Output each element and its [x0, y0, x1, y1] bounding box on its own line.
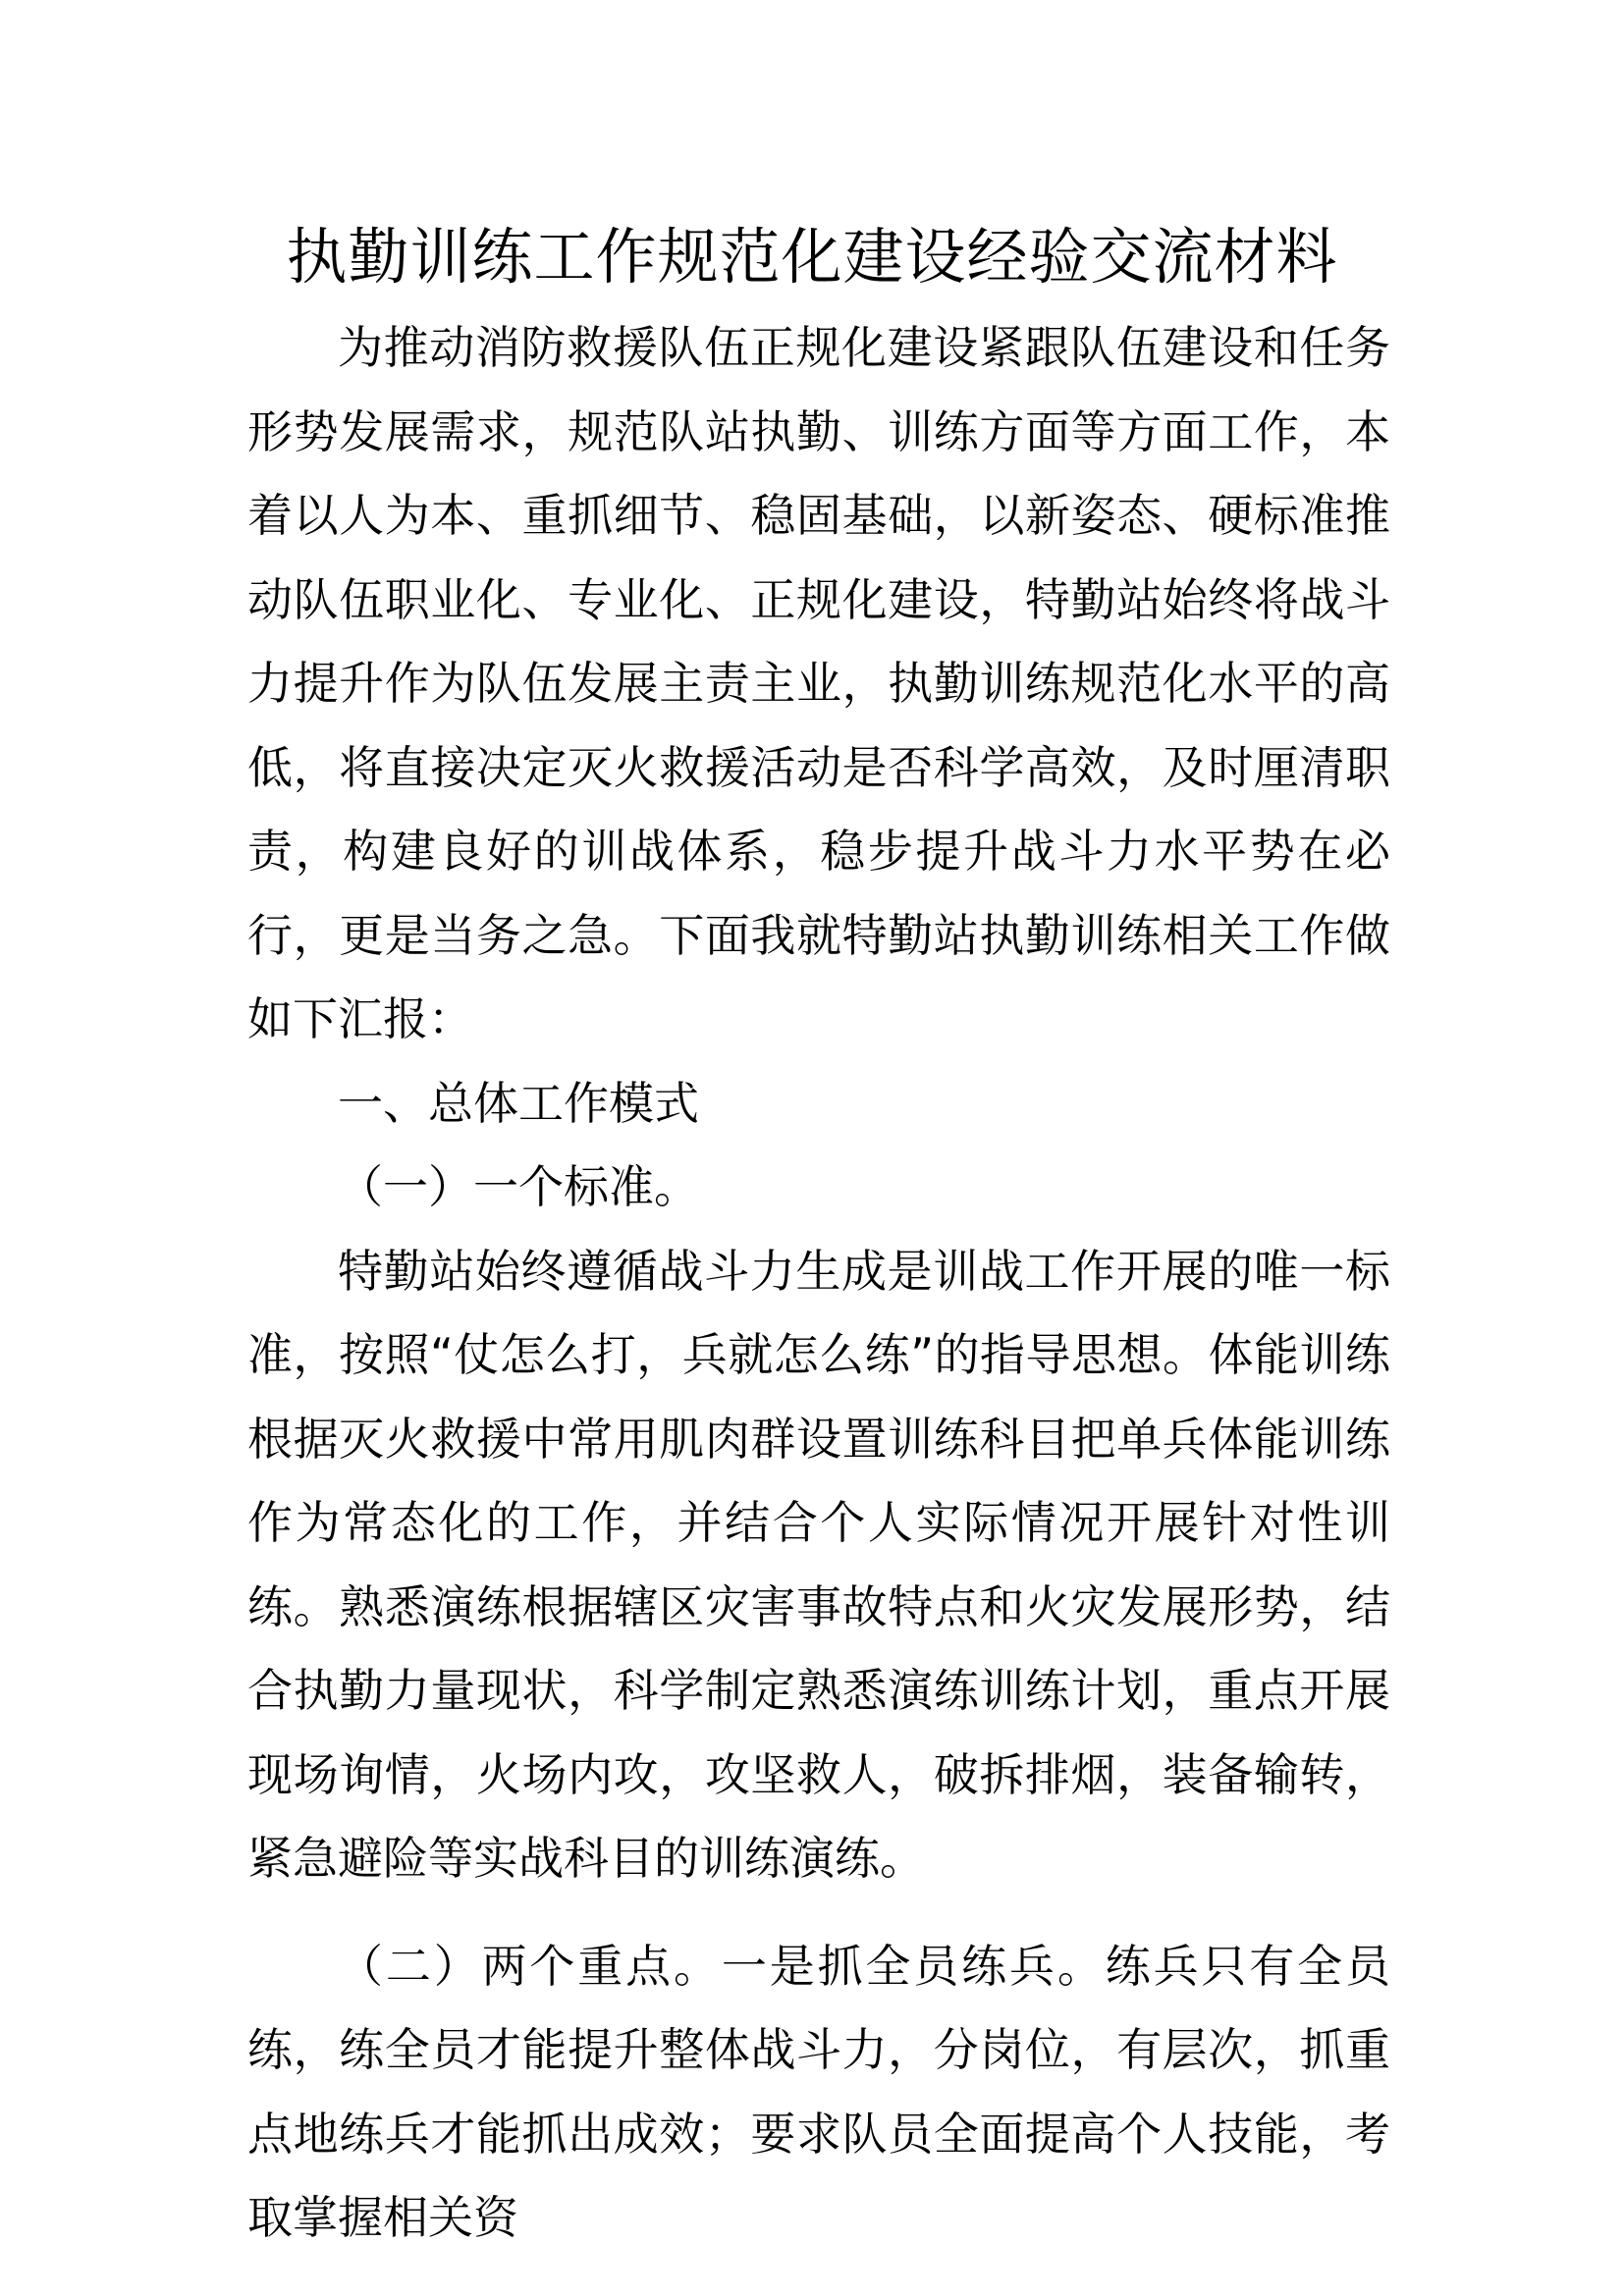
subsection-1-paragraph: 特勤站始终遵循战斗力生成是训战工作开展的唯一标准，按照“仗怎么打，兵就怎么练”的指导思想。体能训练根据灭火救援中常用肌肉群设置训练科目把单兵体能训练作为常态化的工作，并结合个人实际情况开展针对性训练。熟悉演练根据辖区灾害事故特点和火灾发展形势，结合执勤力量现状，科学制定熟悉演练训练计划，重点开展现场询情，火场内攻，攻坚救人，破拆排烟，装备输转，紧急避险等实战科目的训练演练。 [247, 1244, 1390, 1885]
section-heading-1: 一、总体工作模式 [338, 1076, 699, 1130]
document-title: 执勤训练工作规范化建设经验交流材料 [286, 221, 1338, 293]
subsection-2-paragraph: （二）两个重点。一是抓全员练兵。练兵只有全员练，练全员才能提升整体战斗力，分岗位，有层次，抓重点地练兵才能抓出成效；要求队员全面提高个人技能，考取掌握相关资 [247, 1939, 1390, 2244]
paragraph-gap [247, 1901, 1390, 1925]
intro-paragraph: 为推动消防救援队伍正规化建设紧跟队伍建设和任务形势发展需求，规范队站执勤、训练方面等方面工作，本着以人为本、重抓细节、稳固基础，以新姿态、硬标准推动队伍职业化、专业化、正规化建设，特勤站始终将战斗力提升作为队伍发展主责主业，执勤训练规范化水平的高低，将直接决定灭火救援活动是否科学高效，及时厘清职责，构建良好的训战体系，稳步提升战斗力水平势在必行，更是当务之急。下面我就特勤站执勤训练相关工作做如下汇报： [247, 321, 1390, 1045]
document-body [247, 306, 1390, 2261]
subsection-heading-1: （一）一个标准。 [338, 1160, 699, 1213]
